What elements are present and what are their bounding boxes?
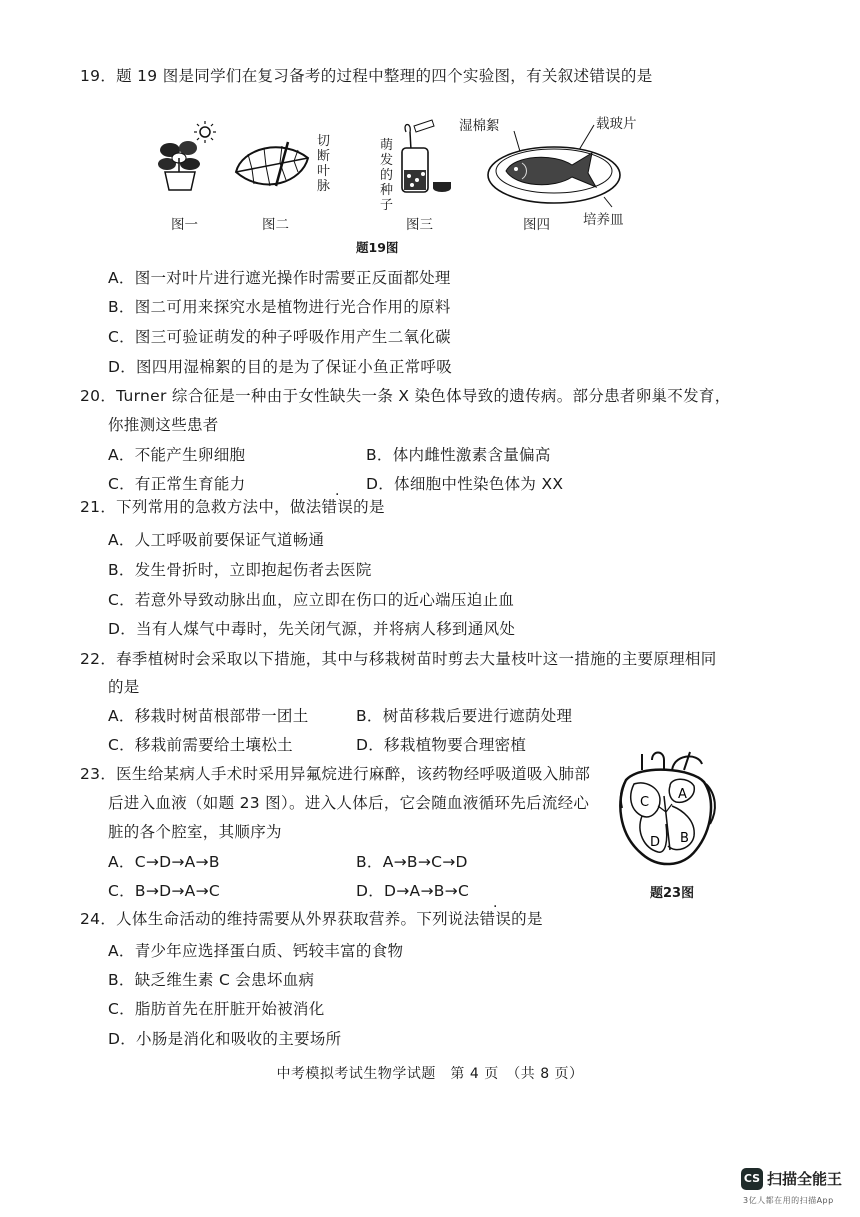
fig1-label: 图一 — [171, 217, 198, 233]
slide-label: 载玻片 — [596, 116, 637, 132]
petri-dish-image — [484, 125, 624, 210]
q24-option-b[interactable]: B．缺乏维生素 C 会患坏血病 — [108, 971, 315, 989]
q23-caption: 题23图 — [650, 886, 695, 901]
watermark-subtitle: 3亿人都在用的扫描App — [743, 1196, 834, 1205]
potted-plant-image — [155, 118, 225, 198]
q21-emphasis: 错误 · — [322, 498, 354, 516]
q23-option-c[interactable]: C．B→D→A→C — [108, 882, 220, 900]
heart-label-c: C — [640, 795, 650, 810]
leaf-image — [232, 140, 312, 195]
q21-option-d[interactable]: D．当有人煤气中毒时，先关闭气源，并将病人移到通风处 — [108, 620, 516, 638]
q22-option-c[interactable]: C．移栽前需要给土壤松土 — [108, 736, 293, 754]
cotton-label: 湿棉絮 — [459, 118, 500, 134]
q19-option-a[interactable]: A．图一对叶片进行遮光操作时需要正反面都处理 — [108, 269, 451, 287]
q19-emphasis: 错误 — [589, 67, 621, 85]
q21-option-b[interactable]: B．发生骨折时，立即抱起伤者去医院 — [108, 561, 372, 579]
q23-stem-line3: 脏的各个腔室，其顺序为 — [108, 823, 282, 841]
q19-option-b[interactable]: B．图二可用来探究水是植物进行光合作用的原料 — [108, 298, 451, 316]
q24-emphasis: 错误 · — [480, 910, 512, 928]
q19-option-d[interactable]: D．图四用湿棉絮的目的是为了保证小鱼正常呼吸 — [108, 358, 453, 376]
heart-diagram — [612, 750, 722, 875]
seeds-label: 萌发的种子 — [380, 138, 394, 213]
heart-label-d: D — [650, 835, 661, 850]
camscanner-logo-icon: CS — [741, 1168, 763, 1190]
q21-option-a[interactable]: A．人工呼吸前要保证气道畅通 — [108, 531, 325, 549]
q22-stem-line1: 22．春季植树时会采取以下措施，其中与移栽树苗时剪去大量枝叶这一措施的主要原理相同 — [80, 650, 717, 668]
q23-option-a[interactable]: A．C→D→A→B — [108, 853, 220, 871]
q23-option-d[interactable]: D．D→A→B→C — [356, 882, 470, 900]
q24-option-d[interactable]: D．小肠是消化和吸收的主要场所 — [108, 1030, 342, 1048]
q22-stem-line2: 的是 — [108, 678, 140, 696]
q21-stem: 21．下列常用的急救方法中，做法错误 ·的是 — [80, 497, 385, 517]
q20-option-d[interactable]: D．体细胞中性染色体为 XX — [366, 475, 564, 493]
fig2-label: 图二 — [262, 217, 289, 233]
q23-option-b[interactable]: B．A→B→C→D — [356, 853, 468, 871]
q24-option-a[interactable]: A．青少年应选择蛋白质、钙较丰富的食物 — [108, 942, 404, 960]
q20-option-b[interactable]: B．体内雌性激素含量偏高 — [366, 446, 551, 464]
q23-stem-line2: 后进入血液（如题 23 图）。进入人体后，它会随血液循环先后流经心 — [108, 794, 590, 812]
q24-stem: 24．人体生命活动的维持需要从外界获取营养。下列说法错误 ·的是 — [80, 909, 543, 929]
q20-option-c[interactable]: C．有正常生育能力 — [108, 475, 246, 493]
q22-option-b[interactable]: B．树苗移栽后要进行遮荫处理 — [356, 707, 573, 725]
q24-option-c[interactable]: C．脂肪首先在肝脏开始被消化 — [108, 1000, 325, 1018]
cut-vein-label: 切断叶脉 — [317, 134, 331, 194]
heart-label-a: A — [678, 787, 687, 802]
page-footer: 中考模拟考试生物学试题 第 4 页 （共 8 页） — [276, 1066, 584, 1082]
q19-caption: 题19图 — [356, 240, 399, 255]
q19-option-c[interactable]: C．图三可验证萌发的种子呼吸作用产生二氧化碳 — [108, 328, 451, 346]
q22-option-a[interactable]: A．移栽时树苗根部带一团土 — [108, 707, 309, 725]
fig4-label: 图四 — [523, 217, 550, 233]
q19-stem: 19．题 19 图是同学们在复习备考的过程中整理的四个实验图，有关叙述错误的是 — [80, 67, 653, 85]
dish-label: 培养皿 — [583, 212, 624, 228]
watermark-title: 扫描全能王 — [767, 1170, 843, 1188]
q21-option-c[interactable]: C．若意外导致动脉出血，应立即在伤口的近心端压迫止血 — [108, 591, 515, 609]
heart-label-b: B — [680, 831, 689, 846]
q23-stem-line1: 23．医生给某病人手术时采用异氟烷进行麻醉，该药物经呼吸道吸入肺部 — [80, 765, 591, 783]
q20-option-a[interactable]: A．不能产生卵细胞 — [108, 446, 246, 464]
q20-stem-line2: 你推测这些患者 — [108, 416, 219, 434]
fig3-label: 图三 — [406, 217, 433, 233]
q22-option-d[interactable]: D．移栽植物要合理密植 — [356, 736, 527, 754]
jar-image — [398, 118, 458, 198]
q20-stem-line1: 20．Turner 综合征是一种由于女性缺失一条 X 染色体导致的遗传病。部分患者卵巢不发育， — [80, 387, 731, 405]
